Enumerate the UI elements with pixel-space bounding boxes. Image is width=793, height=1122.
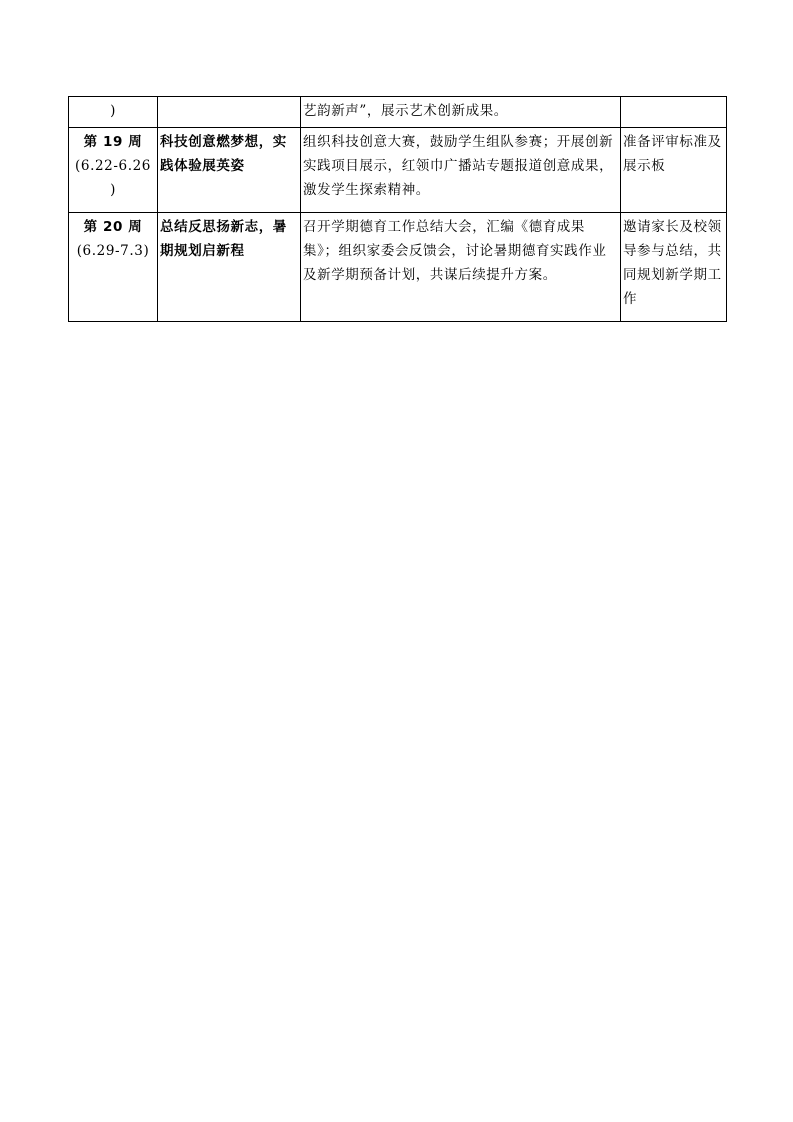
week-cell: [69, 97, 158, 128]
week-date: ): [110, 103, 116, 119]
theme-cell: [158, 97, 301, 128]
theme-cell: 总结反思扬新志，暑期规划启新程: [158, 213, 301, 322]
week-cell: [69, 128, 158, 213]
theme-cell: 科技创意燃梦想，实践体验展英姿: [158, 128, 301, 213]
content-cell: 组织科技创意大赛，鼓励学生组队参赛；开展创新实践项目展示，红领巾广播站专题报道创意成果，激发学生探索精神。: [301, 128, 621, 213]
week-date: (6.22-6.26: [75, 158, 151, 174]
moral-education-plan-table: [68, 96, 727, 322]
week-cell: [69, 213, 158, 322]
content-cell: 艺韵新声”，展示艺术创新成果。: [301, 97, 621, 128]
content-cell: 召开学期德育工作总结大会，汇编《德育成果集》；组织家委会反馈会，讨论暑期德育实践作业及新学期预备计划，共谋后续提升方案。: [301, 213, 621, 322]
table-row: [69, 128, 727, 213]
table-row: [69, 97, 727, 128]
week-label: 第 20 周: [83, 219, 143, 235]
week-date-continued: ): [110, 182, 116, 198]
remark-cell: 邀请家长及校领导参与总结，共同规划新学期工作: [621, 213, 727, 322]
table-row: [69, 213, 727, 322]
remark-cell: [621, 97, 727, 128]
week-date: (6.29-7.3): [76, 243, 150, 259]
remark-cell: 准备评审标准及展示板: [621, 128, 727, 213]
week-label: 第 19 周: [83, 134, 143, 150]
